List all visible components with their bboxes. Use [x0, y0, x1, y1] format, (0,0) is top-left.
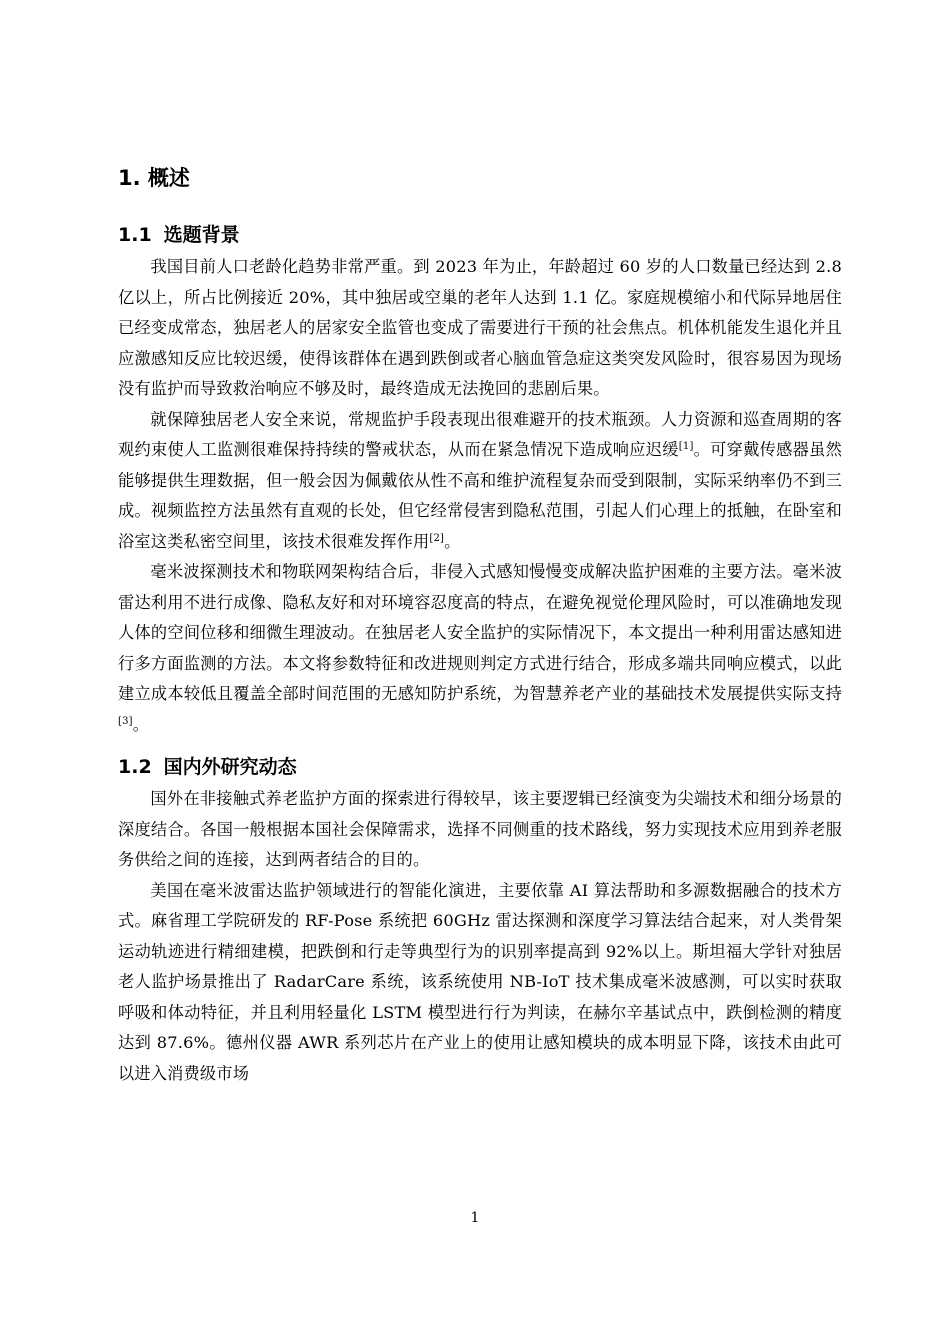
citation-ref: [3]	[118, 715, 133, 727]
paragraph-text: 。可穿戴传感器虽然能够提供生理数据，但一般会因为佩戴依从性不高和维护流程复杂而受到限制，实际采纳率仍不到三成。视频监控方法虽然有直观的长处，但它经常侵害到隐私范围，引起人们心理上的抵触，在卧室和浴室这类私密空间里，该技术很难发挥作用	[118, 440, 842, 551]
paragraph-text: 就保障独居老人安全来说，常规监护手段表现出很难避开的技术瓶颈。人力资源和巡查周期的客观约束使人工监测很难保持持续的警戒状态，从而在紧急情况下造成响应迟缓	[118, 409, 842, 459]
section-number: 1.1	[118, 224, 152, 246]
citation-ref: [2]	[429, 532, 445, 544]
page-number: 1	[470, 1210, 480, 1226]
paragraph-text: 。	[444, 531, 461, 551]
section-title: 选题背景	[163, 224, 240, 246]
citation-ref: [1]	[678, 441, 694, 452]
paragraph-aging-population: 我国目前人口老龄化趋势非常严重。到 2023 年为止，年龄超过 60 岁的人口数量已经达到 2.8 亿以上，所占比例接近 20%，其中独居或空巢的老年人达到 1.1 亿。家庭规模缩小和代际异地居住已经变成常态，独居老人的居家安全监管也变成了需要进行干预的社会焦点。机体机能发生退化并且应激感知反应比较迟缓，使得该群体在遇到跌倒或者心脑血管急症这类突发风险时，很容易因为现场没有监护而导致救治响应不够及时，最终造成无法挽回的悲剧后果。	[118, 257, 842, 398]
section-title: 国内外研究动态	[163, 756, 297, 778]
section-heading-research-status	[118, 750, 842, 784]
paragraph-text: 毫米波探测技术和物联网架构结合后，非侵入式感知慢慢变成解决监护困难的主要方法。毫米波雷达利用不进行成像、隐私友好和对环境容忍度高的特点，在避免视觉伦理风险时，可以准确地发现人体的空间位移和细微生理波动。在独居老人安全监护的实际情况下，本文提出一种利用雷达感知进行多方面监测的方法。本文将参数特征和改进规则判定方式进行结合，形成多端共同响应模式，以此建立成本较低且覆盖全部时间范围的无感知防护系统，为智慧养老产业的基础技术发展提供实际支持	[118, 562, 842, 703]
chapter-heading: 1. 概述	[118, 166, 190, 190]
paragraph-foreign-research: 国外在非接触式养老监护方面的探索进行得较早，该主要逻辑已经演变为尖端技术和细分场景的深度结合。各国一般根据本国社会保障需求，选择不同侧重的技术路线，努力实现技术应用到养老服务供给之间的连接，达到两者结合的目的。	[118, 789, 842, 869]
paragraph-us-research: 美国在毫米波雷达监护领域进行的智能化演进，主要依靠 AI 算法帮助和多源数据融合的技术方式。麻省理工学院研发的 RF-Pose 系统把 60GHz 雷达探测和深度学习算法结合起来，对人类骨架运动轨迹进行精细建模，把跌倒和行走等典型行为的识别率提高到 92%以上。斯坦福大学针对独居老人监护场景推出了 RadarCare 系统，该系统使用 NB-IoT 技术集成毫米波感测，可以实时获取呼吸和体动特征，并且利用轻量化 LSTM 模型进行行为判读，在赫尔辛基试点中，跌倒检测的精度达到 87.6%。德州仪器 AWR 系列芯片在产业上的使用让感知模块的成本明显下降，该技术由此可以进入消费级市场	[118, 880, 842, 1083]
page-content	[118, 160, 842, 1089]
paragraph-conventional-monitoring	[118, 405, 842, 558]
paragraph-mmwave-approach	[118, 557, 842, 740]
section-heading-background	[118, 218, 842, 252]
paragraph-text: 。	[132, 714, 150, 734]
section-number: 1.2	[118, 756, 152, 778]
